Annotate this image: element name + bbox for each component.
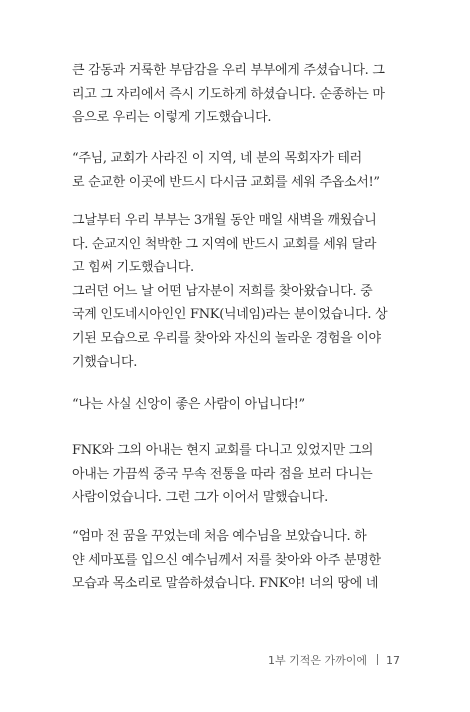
text-line: FNK와 그의 아내는 현지 교회를 다니고 있었지만 그의	[72, 443, 374, 458]
text-line: 국계 인도네시아인인 FNK(닉네임)라는 분이었습니다. 상	[72, 307, 388, 323]
page-footer	[268, 652, 408, 668]
page-number: 17	[386, 654, 400, 667]
quote-dream	[72, 525, 404, 596]
text-line: 그날부터 우리 부부는 3개월 동안 매일 새벽을 깨웠습니	[72, 213, 377, 228]
quote-prayer	[72, 147, 404, 194]
chapter-title: 1부 기적은 가까이에	[268, 654, 367, 667]
text-line: 음으로 우리는 이렇게 기도했습니다.	[72, 110, 272, 126]
text-line: 얀 세마포를 입으신 예수님께서 저를 찾아와 아주 분명한	[72, 552, 381, 568]
text-line: 큰 감동과 거룩한 부담감을 우리 부부에게 주셨습니다. 그	[72, 63, 385, 78]
text-line: 리고 그 자리에서 즉시 기도하게 하셨습니다. 순종하는 마	[72, 86, 385, 102]
paragraph-3	[72, 439, 404, 510]
footer-divider	[377, 654, 378, 665]
quote-confession	[72, 393, 404, 417]
text-line: “나는 사실 신앙이 좋은 사람이 아닙니다!”	[72, 397, 305, 412]
text-line: 그러던 어느 날 어떤 남자분이 저희를 찾아왔습니다. 중	[72, 283, 373, 299]
text-line: “엄마 전 꿈을 꾸었는데 처음 예수님을 보았습니다. 하	[72, 529, 367, 544]
text-line: 모습과 목소리로 말씀하셨습니다. FNK야! 너의 땅에 네	[72, 576, 379, 592]
text-line: 다. 순교지인 척박한 그 지역에 반드시 교회를 세워 달라	[72, 236, 377, 252]
text-line: 로 순교한 이곳에 반드시 다시금 교회를 세워 주옵소서!”	[72, 174, 380, 190]
text-line: 고 힘써 기도했습니다.	[72, 260, 194, 276]
paragraph-2	[72, 209, 404, 374]
text-line: 사람이었습니다. 그런 그가 이어서 말했습니다.	[72, 490, 328, 506]
paragraph-1	[72, 59, 404, 130]
text-line: 기했습니다.	[72, 354, 138, 370]
text-line: 아내는 가끔씩 중국 무속 전통을 따라 점을 보러 다니는	[72, 466, 373, 482]
text-line: 기된 모습으로 우리를 찾아와 자신의 놀라운 경험을 이야	[72, 330, 381, 346]
text-line: “주님, 교회가 사라진 이 지역, 네 분의 목회자가 테러	[72, 151, 362, 166]
